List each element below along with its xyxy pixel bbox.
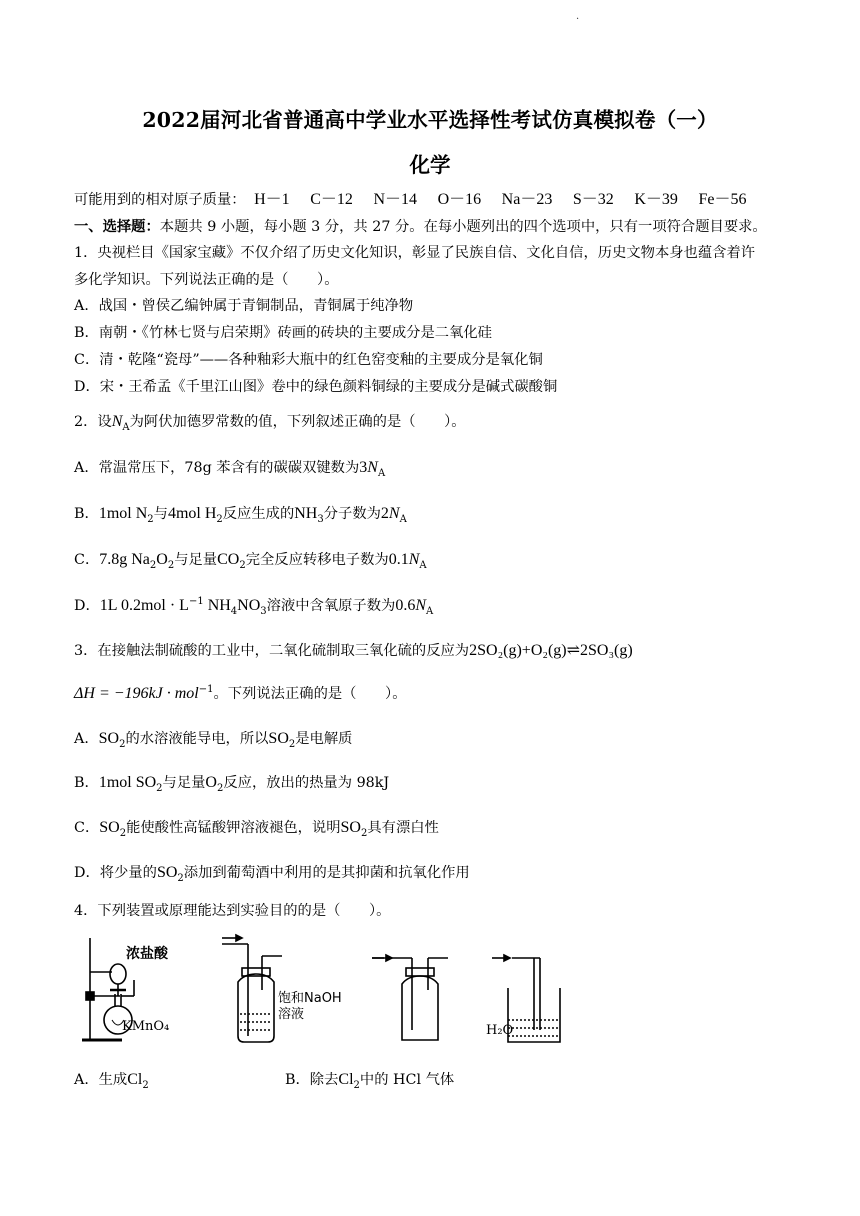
q2-c-formula: O xyxy=(156,551,168,568)
q3-stem-tail: 。下列说法正确的是（ ）。 xyxy=(213,686,407,702)
q2-d-value: 0.6 xyxy=(395,597,416,614)
q2-b-text: B． xyxy=(74,506,99,522)
figure-c-collection-bottle xyxy=(372,955,448,1040)
q3-stem-text: 3．在接触法制硫酸的工业中，二氧化硫制取三氧化硫的反应为 xyxy=(74,643,470,659)
q4-a-text: A．生成 xyxy=(74,1072,128,1088)
q4-b-text: 中的 HCl 气体 xyxy=(359,1072,455,1088)
q2-b-value: 2 xyxy=(380,505,389,522)
q2-na-sub: A xyxy=(377,467,386,479)
q4-apparatus-figures xyxy=(72,930,572,1055)
q3-b-text: 与足量 xyxy=(162,775,206,791)
label-naoh-solution-1: 饱和NaOH xyxy=(278,991,342,1006)
q3-enthalpy: ΔH = −196kJ · mol xyxy=(74,685,199,702)
q3-stem xyxy=(74,641,633,661)
q3-a-text: 是电解质 xyxy=(295,731,353,747)
q1-stem-line1: 1．央视栏目《国家宝藏》不仅介绍了历史文化知识，彰显了民族自信、文化自信，历史文物本身也蕴含着许 xyxy=(74,245,756,261)
mass-item: C－12 xyxy=(310,191,353,208)
atomic-masses-label: 可能用到的相对原子质量： xyxy=(74,192,246,208)
label-conc-hcl: 浓盐酸 xyxy=(126,946,168,962)
q2-na-symbol: N xyxy=(367,459,378,476)
q4-b-text: B．除去 xyxy=(285,1072,339,1088)
q3-c-formula: SO xyxy=(340,819,361,836)
section-desc: 本题共 9 小题，每小题 3 分，共 27 分。在每小题列出的四个选项中，只有一项符合题目要求。 xyxy=(159,219,767,235)
q2-c-text: 与足量 xyxy=(174,552,218,568)
q2-b-text: 反应生成的 xyxy=(222,506,295,522)
q2-d-text: D． xyxy=(74,598,100,614)
q2-b-text: 分子数为 xyxy=(323,506,381,522)
q3-option-a: A．$SO_2$的水溶液能导电，所以$SO_2$是电解质 xyxy=(74,730,353,750)
q3-b-text: 反应，放出的热量为 98kJ xyxy=(223,775,390,791)
q3-d-text: D．将少量的 xyxy=(74,865,157,881)
mass-item: H－1 xyxy=(254,191,290,208)
q3-b-formula: O xyxy=(205,774,217,791)
q2-c-text: C． xyxy=(74,552,100,568)
q2-na-sub: A xyxy=(399,513,407,525)
q3-equation: 2SO₂(g)+O₂(g)⇌2SO₃(g) xyxy=(469,642,633,659)
q2-c-value: 0.1 xyxy=(388,551,409,568)
q3-c-text: C． xyxy=(74,820,100,836)
q2-c-text: 完全反应转移电子数为 xyxy=(245,552,389,568)
section-name: 一、选择题： xyxy=(74,219,160,235)
q2-na-symbol: N xyxy=(388,505,400,522)
atomic-masses-line xyxy=(74,190,762,210)
mass-item: K－39 xyxy=(634,191,678,208)
q2-b-formula: 1mol N xyxy=(98,505,148,522)
mass-item: Na－23 xyxy=(501,191,553,208)
q2-option-a xyxy=(74,458,385,478)
q3-option-c: C．$SO_2$能使酸性高锰酸钾溶液褪色，说明$SO_2$具有漂白性 xyxy=(74,819,439,839)
q4-b-formula: Cl xyxy=(338,1071,354,1088)
q4-a-formula: Cl xyxy=(127,1071,143,1088)
q2-c-formula: 7.8g Na xyxy=(99,551,150,568)
mass-item: O－16 xyxy=(437,191,482,208)
q2-option-c: C．7.8g $Na_2O_2$与足量$CO_2$完全反应转移电子数为$0.1N_A$ xyxy=(74,551,427,571)
q2-option-d: D．1L $0.2mol \cdot L^{-1}$ $NH_4NO_3$溶液中含氧原子数为$0.6N_A$ xyxy=(74,596,434,617)
q3-enthalpy-line xyxy=(74,684,407,704)
q2-d-formula: NO xyxy=(237,597,261,614)
exam-subject: 化学 xyxy=(409,153,451,177)
q3-enthalpy-sup: −1 xyxy=(198,684,214,696)
q2-d-text: 溶液中含氧原子数为 xyxy=(266,598,396,614)
q2-c-formula: CO xyxy=(217,551,240,568)
q2-b-text: 与 xyxy=(153,506,168,522)
q2-a-text: A．常温常压下，78g 苯含有的碳碳双键数为 xyxy=(74,460,360,476)
section-heading xyxy=(74,217,767,237)
q4-option-a: A．生成$Cl_2$ xyxy=(74,1071,149,1091)
q3-d-text: 添加到葡萄酒中利用的是其抑菌和抗氧化作用 xyxy=(183,865,470,881)
q3-d-formula: SO xyxy=(156,864,178,881)
q3-option-d: D．将少量的$SO_2$添加到葡萄酒中利用的是其抑菌和抗氧化作用 xyxy=(74,864,470,884)
q3-a-formula: SO xyxy=(268,730,289,747)
q1-stem-line2: 多化学知识。下列说法正确的是（ ）。 xyxy=(74,272,339,288)
q1-option-b: B．南朝・《竹林七贤与启荣期》砖画的砖块的主要成分是二氧化硅 xyxy=(74,325,492,341)
q3-a-text: A． xyxy=(74,731,99,747)
q1-option-d: D．宋・王希孟《千里江山图》卷中的绿色颜料铜绿的主要成分是碱式碳酸铜 xyxy=(74,379,558,395)
exam-title: 2022届河北省普通高中学业水平选择性考试仿真模拟卷（一） xyxy=(142,108,718,132)
q2-a-value: 3 xyxy=(359,459,368,476)
q2-na-symbol: N xyxy=(415,597,426,614)
q2-na-symbol: N xyxy=(408,551,420,568)
q3-b-formula: 1mol SO xyxy=(98,774,157,791)
label-h2o: H₂O xyxy=(486,1023,514,1038)
q3-c-formula: SO xyxy=(99,819,120,836)
mass-item: S－32 xyxy=(572,191,614,208)
label-kmno4: KMnO₄ xyxy=(122,1019,170,1034)
page-mark: · xyxy=(576,14,580,25)
q4-option-b: B．除去$Cl_2$中的 HCl 气体 xyxy=(285,1071,455,1091)
q3-option-b: B．1mol $SO_2$与足量$O_2$反应，放出的热量为 98kJ xyxy=(74,774,390,794)
label-naoh-solution-2: 溶液 xyxy=(278,1007,305,1022)
q3-c-text: 能使酸性高锰酸钾溶液褪色，说明 xyxy=(126,820,341,836)
q2-stem-part: 2．设 xyxy=(74,414,112,430)
q2-b-formula: NH xyxy=(294,505,318,522)
q2-option-b: B．1mol $N_2$与4mol $H_2$反应生成的$NH_3$分子数为$2N_A$ xyxy=(74,505,407,525)
q2-na-symbol: N xyxy=(111,413,123,430)
q2-na-sub: A xyxy=(419,559,427,571)
q3-c-text: 具有漂白性 xyxy=(367,820,439,836)
q3-a-formula: SO xyxy=(98,730,120,747)
q2-na-sub: A xyxy=(122,421,130,433)
q2-na-sub: A xyxy=(426,605,434,617)
q1-option-a: A．战国・曾侯乙编钟属于青铜制品，青铜属于纯净物 xyxy=(74,298,414,314)
q1-option-c: C．清・乾隆“瓷母”——各种釉彩大瓶中的红色窑变釉的主要成分是氧化铜 xyxy=(74,352,543,368)
q2-stem xyxy=(74,412,466,432)
q4-stem: 4．下列装置或原理能达到实验目的的是（ ）。 xyxy=(74,903,391,919)
q2-b-formula: 4mol H xyxy=(167,505,217,522)
q2-d-sup: −1 xyxy=(188,596,204,608)
q3-a-text: 的水溶液能导电，所以 xyxy=(125,731,269,747)
q2-d-formula: NH xyxy=(203,597,231,614)
q2-d-formula: 1L 0.2mol · L xyxy=(99,597,189,614)
mass-item: N－14 xyxy=(373,191,418,208)
figure-b-wash-bottle xyxy=(222,935,282,1042)
q3-b-text: B． xyxy=(74,775,99,791)
mass-item: Fe－56 xyxy=(698,191,747,208)
q2-stem-part: 为阿伏加德罗常数的值，下列叙述正确的是（ ）。 xyxy=(129,414,466,430)
